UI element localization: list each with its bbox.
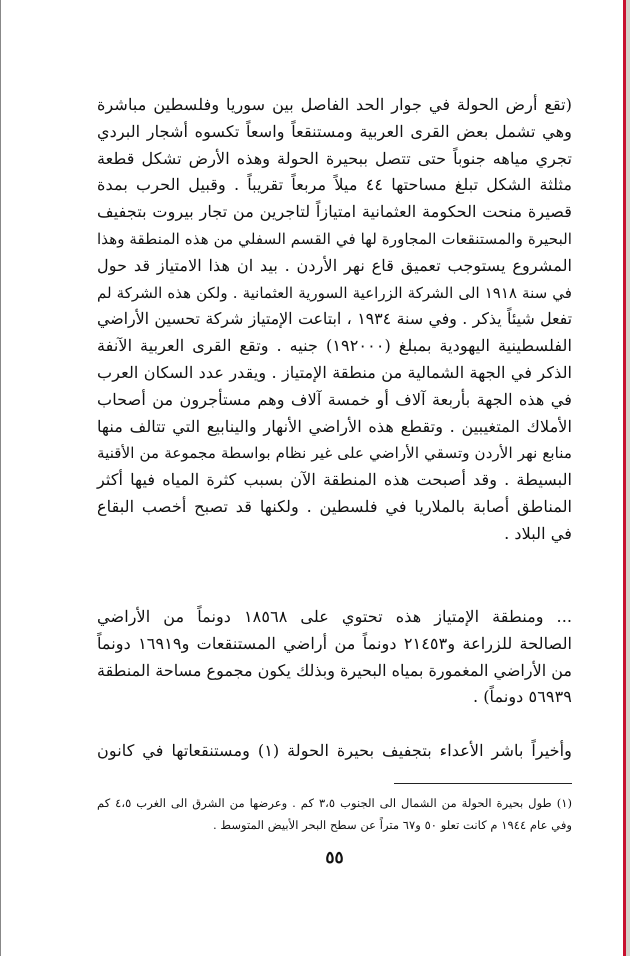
text-line: ... ومنطقة الإمتياز هذه تحتوي على ١٨٥٦٨ دونماً من الأراضي [97, 607, 572, 626]
text-line: الصالحة للزراعة و٢١٤٥٣ دونماً من أراضي المستنقعات و١٦٩١٩ دونماً [97, 633, 573, 653]
text-line: وأخيراً باشر الأعداء بتجفيف بحيرة الحولة (١) ومستنقعاتها في كانون [97, 741, 573, 760]
text-line: المشروع يستوجب تعميق قاع نهر الأردن . بيد ان هذا الامتياز قد حول [97, 255, 572, 275]
text-line: (تقع أرض الحولة في جوار الحد الفاصل بين سوريا وفلسطين مباشرة [97, 95, 572, 114]
footnote-line: (١) طول بحيرة الحولة من الشمال الى الجنوب ٣،٥ كم . وعرضها من الشرق الى الغرب ٤،٥ كم [97, 796, 573, 810]
text-line: منابع نهر الأردن وتسقي الأراضي على غير نظام بواسطة مجموعة من الأقنية [97, 444, 572, 463]
text-line: الأملاك المتغيبين . وتقطع هذه الأراضي الأنهار والينابيع التي تتالف منها [97, 416, 572, 436]
text-line: وهي تشمل بعض القرى العربية ومستنقعاً واسعاً تكسوه أشجار البردي [97, 121, 572, 141]
footnote-line: وفي عام ١٩٤٤ م كانت تعلو ٥٠ و٦٧ متراً عن سطح البحر الأبيض المتوسط . [212, 818, 572, 832]
text-line: في هذه الجهة بأربعة آلاف أو خمسة آلاف وهم مستأجرون من أصحاب [97, 389, 572, 409]
text-line: المناطق أصابة بالملاريا في فلسطين . ولكنها قد تصبح أخصب البقاع [97, 496, 572, 516]
text-line: البسيطة . وقد أصبحت هذه المنطقة الآن بسبب كثرة المياه فيها أكثر [97, 470, 572, 490]
text-line: من الأراضي المغمورة بمياه البحيرة وبذلك يكون مجموع مساحة المنطقة [97, 660, 572, 680]
page-number: ٥٥ [325, 848, 344, 868]
text-line: ٥٦٩٣٩ دونماً) . [472, 687, 572, 707]
text-line: في سنة ١٩١٨ الى الشركة الزراعية السورية العثمانية . ولكن هذه الشركة لم [97, 283, 572, 302]
footnote [97, 792, 572, 836]
paragraph-concession-area [97, 604, 572, 711]
text-line: الذكر في الجهة الشمالية من منطقة الإمتياز . ويقدر عدد السكان العرب [97, 362, 572, 382]
text-line: قصيرة منحت الحكومة العثمانية امتيازاً لتاجرين من تجار بيروت بتجفيف [97, 202, 572, 222]
text-line: في البلاد . [504, 523, 572, 543]
paragraph-hula-description [97, 92, 572, 548]
text-line: تجري مياهه جنوباً حتى تتصل ببحيرة الحولة وهذه الأرض تشكل قطعة [97, 148, 572, 168]
footnote-divider [394, 783, 572, 784]
text-line: البحيرة والمستنقعات المجاورة لها في القسم السفلي من هذه المنطقة وهذا [97, 229, 572, 248]
text-line: الفلسطينية اليهودية بمبلغ (١٩٢٠٠٠) جنيه . وتقع القرى العربية الآنفة [97, 336, 572, 356]
text-line: تفعل شيئاً يذكر . وفي سنة ١٩٣٤ ، ابتاعت الإمتياز شركة تحسين الأراضي [97, 309, 572, 329]
paragraph-drainage [97, 738, 572, 765]
text-line: مثلثة الشكل تبلغ مساحتها ٤٤ ميلاً مربعاً تقريباً . وقبيل الحرب بمدة [97, 175, 572, 195]
